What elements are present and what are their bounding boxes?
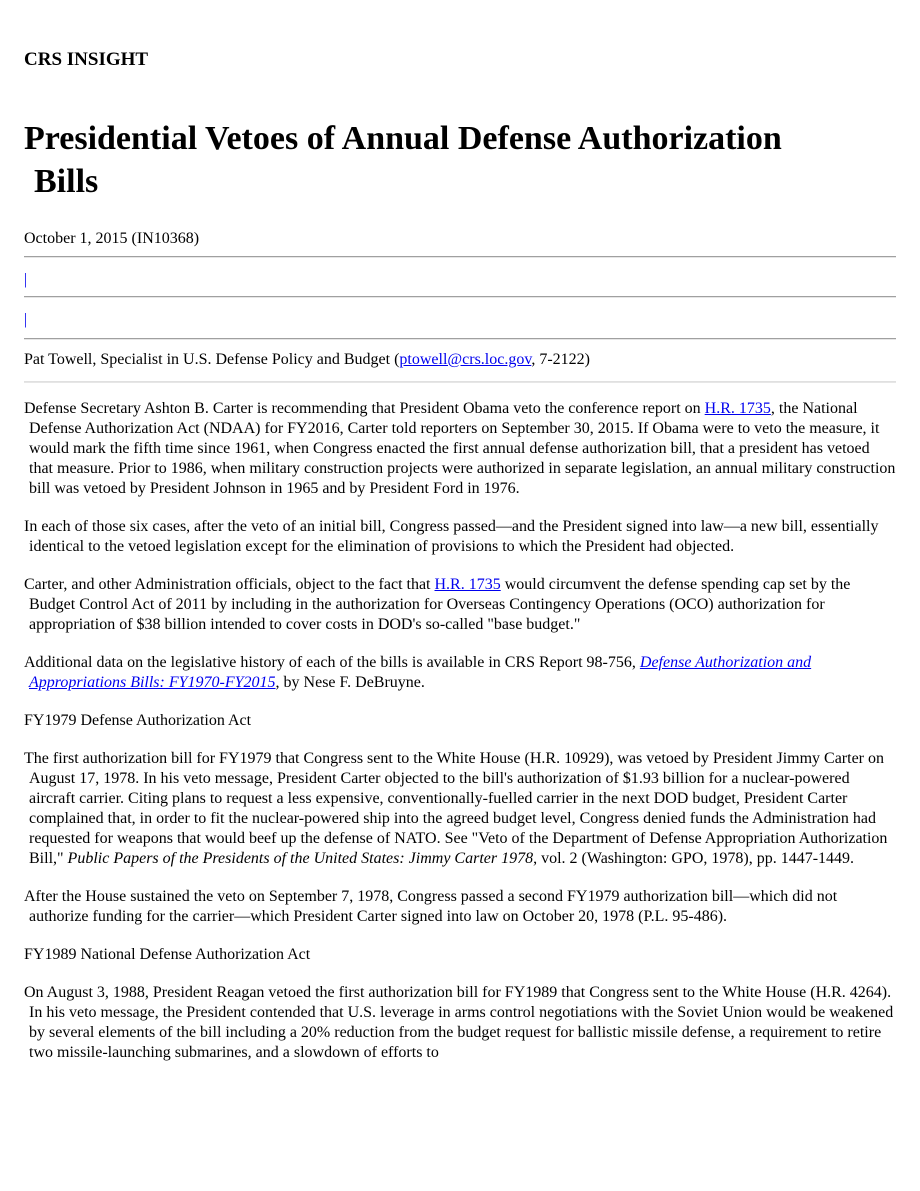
paragraph-text: , the National Defense Authorization Act (NDAA) for FY2016, Carter told reporters on September 30, 2015. If Obama were to veto the measure, it would mark the fifth time since 1961, when Congress enacted the first annual defense authorization bill, that a president has vetoed that measure. Prior to 1986, when military construction projects were authorized in separate legislation, an annual military construction bill was vetoed by President Johnson in 1965 and by President Ford in 1976. [29,400,896,497]
page-title [24,117,896,203]
section-heading: FY1989 National Defense Authorization Act [24,946,311,963]
report-link-title: Defense Authorization and Appropriations Bills: FY1970-FY2015 [29,654,812,691]
title-line-2: Bills [34,163,99,200]
paragraph: On August 3, 1988, President Reagan vetoed the first authorization bill for FY1989 that Congress sent to the White House (H.R. 4264). In his veto message, the President contended that U.S. leverage in arms control negotiations with the Soviet Union would be weakened by several elements of the bill including a 20% reduction from the budget request for ballistic missile defense, a requirement to retire two missile-launching submarines, and a slowdown of efforts to [24,984,894,1061]
publication-date: October 1, 2015 (IN10368) [24,230,200,247]
paragraph: After the House sustained the veto on September 7, 1978, Congress passed a second FY1979 authorization bill—which did not authorize funding for the carrier—which President Carter signed into law on October 20, 1978 (P.L. 95-486). [24,888,838,925]
paragraph-text: Additional data on the legislative history of each of the bills is available in CRS Report 98-756, [24,654,640,671]
paragraph-text: , vol. 2 (Washington: GPO, 1978), pp. 1447-1449. [533,850,855,867]
article-body [24,399,896,1081]
paragraph [24,653,896,693]
author-phone: , 7-2122) [531,351,590,368]
paragraph-text: The first authorization bill for FY1979 that Congress sent to the White House (H.R. 10929), was vetoed by President Jimmy Carter on August 17, 1978. In his veto message, President Carter objected to the bill's authorization of $1.93 billion for a nuclear-powered aircraft carrier. Citing plans to request a less expensive, conventionally-fuelled carrier in the next DOD budget, President Carter complained that, in order to fit the nuclear-powered ship into the agreed budget level, Congress denied funds the Administration had requested for weapons that would beef up the defense of NATO. See "Veto of the Department of Defense Appropriation Authorization Bill," [24,750,888,867]
author-email-link[interactable]: ptowell@crs.loc.gov [399,351,532,368]
citation-title: Public Papers of the Presidents of the United States: Jimmy Carter 1978 [67,850,534,867]
title-line-1: Presidential Vetoes of Annual Defense Authorization [24,120,782,157]
bill-link[interactable]: H.R. 1735 [704,400,771,417]
paragraph [24,749,896,869]
paragraph-text: would circumvent the defense spending cap set by the Budget Control Act of 2011 by including in the authorization for Overseas Contingency Operations (OCO) authorization for appropriation of $38 billion intended to cover costs in DOD's so-called "base budget." [29,576,851,633]
paragraph-text: Defense Secretary Ashton B. Carter is recommending that President Obama veto the conference report on [24,400,705,417]
paragraph-text: Carter, and other Administration officials, object to the fact that [24,576,435,593]
document-link-1[interactable]: | [24,271,28,288]
divider [24,338,896,340]
author-line [24,350,590,370]
report-type-label: CRS INSIGHT [24,49,149,70]
divider [24,381,896,383]
section-heading: FY1979 Defense Authorization Act [24,712,252,729]
divider [24,296,896,298]
paragraph: In each of those six cases, after the veto of an initial bill, Congress passed—and the President signed into law—a new bill, essentially identical to the vetoed legislation except for the elimination of provisions to which the President had objected. [24,518,879,555]
author-name: Pat Towell, Specialist in U.S. Defense Policy and Budget ( [24,351,400,368]
paragraph [24,575,896,635]
divider [24,256,896,258]
document-link-2[interactable]: | [24,311,28,328]
paragraph-text: , by Nese F. DeBruyne. [275,674,425,691]
paragraph [24,399,896,499]
bill-link[interactable]: H.R. 1735 [434,576,501,593]
